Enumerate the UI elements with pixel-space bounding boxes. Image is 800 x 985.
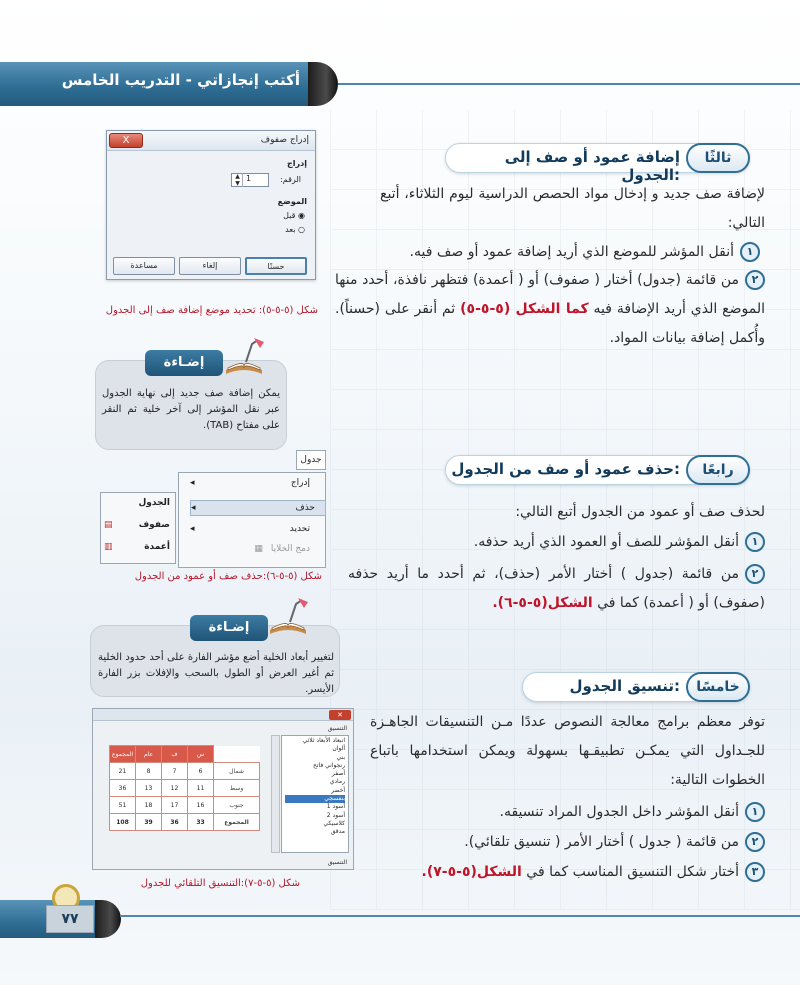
section-fifth-step3	[380, 860, 765, 884]
autoformat-preview-table	[109, 745, 260, 831]
step-number: ١	[740, 242, 760, 262]
menu-item-merge	[190, 544, 310, 554]
submenu-item-rows-label: صفوف	[138, 520, 170, 530]
dialog-ok-button[interactable]: حسنًا	[245, 257, 307, 275]
table-cell: وسط	[214, 780, 260, 797]
step-number: ٢	[745, 564, 765, 584]
menu-item-insert-label: إدراج	[290, 478, 310, 488]
section-fifth-badge: خامسًا	[686, 672, 750, 702]
table-cell: 33	[188, 814, 214, 831]
section-third-step2	[335, 266, 765, 353]
tip-badge-1: إضـاءة	[145, 350, 223, 376]
list-item[interactable]: ألوان	[332, 745, 345, 753]
menu-item-select[interactable]	[190, 524, 310, 534]
dialog-insert-label: إدراج	[287, 159, 307, 168]
dialog-cancel-button[interactable]: إلغاء	[179, 257, 241, 275]
figure-reference: الشكل(٥-٥-٧).	[421, 864, 522, 880]
section-third-intro: لإضافة صف جديد و إدخال مواد الحصص الدراسية ليوم الثلاثاء، أتبع التالي:	[380, 186, 765, 231]
close-icon[interactable]: ✕	[329, 710, 351, 720]
step-number: ٢	[745, 832, 765, 852]
table-cell: 51	[110, 797, 136, 814]
table-cell: 36	[162, 814, 188, 831]
submenu-item-columns[interactable]	[104, 542, 170, 552]
dialog-number-input[interactable]: 1	[231, 173, 269, 187]
dialog-before-option[interactable]	[283, 211, 305, 220]
tip-badge-2: إضـاءة	[190, 615, 268, 641]
autoformat-titlebar	[93, 709, 353, 721]
menu-item-select-label: تحديد	[289, 524, 310, 534]
table-cell: س	[188, 746, 214, 763]
table-cell: ف	[162, 746, 188, 763]
list-item[interactable]: أصفر	[331, 770, 345, 778]
section-fourth-title: حذف عمود أو صف من الجدول:	[451, 460, 680, 478]
step-number: ١	[745, 802, 765, 822]
figure-reference: الشكل(٥-٥-٦).	[492, 595, 593, 611]
step-number: ٢	[745, 270, 765, 290]
header-title: أكتب إنجازاتي - التدريب الخامس	[61, 71, 300, 89]
table-cell: 13	[136, 780, 162, 797]
section-fourth-step2	[348, 560, 765, 618]
section-third-badge: ثالثًا	[686, 143, 750, 173]
step-text: أنقل المؤشر للصف أو العمود الذي أريد حذفه.	[473, 534, 739, 550]
table-cell: 39	[136, 814, 162, 831]
list-item[interactable]: انبعاد الأبعاد ثلاثي	[302, 737, 345, 744]
tip-text-1: يمكن إضافة صف جديد إلى نهاية الجدول عبر نقل المؤشر إلى آخر خلية ثم النقر على مفتاح (TAB).	[102, 388, 280, 431]
table-cell: 16	[188, 797, 214, 814]
table-row	[110, 814, 260, 831]
list-item[interactable]: أسود 2	[326, 811, 345, 819]
step-text: من قائمة ( جدول ) أختار الأمر ( تنسيق تلقائي).	[464, 834, 739, 850]
list-item[interactable]: كلاسيكي	[323, 819, 345, 827]
autoformat-group-label: التنسيق	[327, 725, 347, 732]
table-row	[110, 797, 260, 814]
list-item[interactable]: رنجواني فاتح	[312, 761, 345, 769]
table-cell: 11	[188, 780, 214, 797]
spinner-icon[interactable]: ▲ ▼	[233, 173, 243, 187]
section-fourth-badge: رابعًا	[686, 455, 750, 485]
list-item[interactable]: رمادي	[329, 778, 345, 786]
arrow-left-icon: ◂	[191, 503, 196, 513]
section-third-title: إضافة عمود أو صف إلى الجدول:	[504, 148, 680, 184]
delete-rows-icon: ▤	[104, 520, 113, 530]
dialog-position-label: الموضع	[277, 197, 307, 206]
figure-6-caption: شكل (٥-٥-٦):حذف صف أو عمود من الجدول	[134, 571, 322, 582]
page-number: ٧٧	[46, 905, 94, 933]
list-item-selected[interactable]: بنفسجي	[285, 795, 345, 803]
menu-item-delete[interactable]	[190, 500, 326, 516]
table-menu-title[interactable]: جدول	[296, 450, 326, 470]
submenu-item-columns-label: أعمدة	[144, 542, 170, 552]
table-cell: 18	[136, 797, 162, 814]
table-cell: المجموع	[110, 746, 136, 763]
section-fifth-intro: توفر معظم برامج معالجة النصوص عددًا مـن التنسيقات الجاهـزة للجـداول التي يمكـن تطبيقـها بسهولة ويمكن استخدامها باتباع الخطوات التالية:	[370, 714, 765, 788]
table-row	[110, 763, 260, 780]
table-cell: 21	[110, 763, 136, 780]
table-header-row	[110, 746, 260, 763]
step-text: أنقل المؤشر للموضع الذي أريد إضافة عمود أو صف فيه.	[409, 244, 734, 260]
radio-icon[interactable]: ○	[298, 225, 305, 234]
lamp-book-icon	[266, 596, 310, 636]
submenu-item-table[interactable]: الجدول	[138, 498, 170, 508]
step-text: من قائمة (جدول) أختار ( صفوف) أو ( أعمدة) فتظهر نافذة، أحدد منها الموضع الذي أريد الإضافة فيه	[335, 272, 766, 317]
autoformat-style-list[interactable]	[281, 735, 349, 853]
list-item[interactable]: أسود 1	[326, 803, 345, 811]
step-number: ٣	[745, 862, 765, 882]
autoformat-footer-label: التنسيق	[327, 859, 347, 866]
step-text: ثم أنقر على (حسناً). وأُكمل إضافة بيانات المواد.	[335, 301, 765, 346]
section-fourth-intro: لحذف صف أو عمود من الجدول أتبع التالي:	[515, 504, 765, 520]
section-fifth-step1	[380, 800, 765, 824]
section-fifth-step2	[380, 830, 765, 854]
step-text: أختار شكل التنسيق المناسب كما في	[526, 864, 739, 880]
step-number: ١	[745, 532, 765, 552]
arrow-left-icon: ◂	[190, 478, 195, 488]
menu-item-merge-label: دمج الخلايا	[270, 544, 310, 554]
submenu-item-rows[interactable]	[104, 520, 170, 530]
step-text: أنقل المؤشر داخل الجدول المراد تنسيقه.	[499, 804, 739, 820]
tip-text-2: لتغيير أبعاد الخلية أضع مؤشر الفارة على أحد حدود الخلية ثم أغير العرض أو الطول بالسحب والإفلات بزر الفارة الأيسر.	[98, 652, 334, 695]
lamp-book-icon	[222, 336, 266, 376]
table-cell: جنوب	[214, 797, 260, 814]
table-cell: عام	[136, 746, 162, 763]
before-label: قبل	[283, 211, 296, 220]
table-cell: المجموع	[214, 814, 260, 831]
dialog-close-button[interactable]: X	[109, 133, 143, 148]
radio-selected-icon[interactable]: ◉	[298, 211, 305, 220]
delete-columns-icon: ▥	[104, 542, 113, 552]
table-cell: 8	[136, 763, 162, 780]
merge-cells-icon: ▦	[254, 544, 263, 554]
table-cell: 6	[188, 763, 214, 780]
dialog-after-option[interactable]	[285, 225, 305, 234]
list-item[interactable]: بني	[336, 753, 345, 761]
table-cell: 108	[110, 814, 136, 831]
table-cell: 36	[110, 780, 136, 797]
after-label: بعد	[285, 225, 296, 234]
section-third-step1	[340, 240, 760, 264]
dialog-help-button[interactable]: مساعدة	[113, 257, 175, 275]
figure-reference: كما الشكل (٥-٥-٥)	[460, 301, 589, 317]
table-cell: 12	[162, 780, 188, 797]
list-item[interactable]: أخضر	[331, 786, 345, 794]
table-row	[110, 780, 260, 797]
list-item[interactable]: مدقق	[330, 828, 345, 836]
footer-rule	[120, 915, 800, 917]
table-cell: شمال	[214, 763, 260, 780]
menu-item-insert[interactable]	[190, 478, 310, 488]
figure-5-caption: شكل (٥-٥-٥): تحديد موضع إضافة صف إلى الجدول	[105, 305, 318, 316]
table-autoformat-dialog	[92, 708, 354, 870]
section-fourth-step1	[380, 530, 765, 554]
table-cell: 17	[162, 797, 188, 814]
figure-7-caption: شكل (٥-٥-٧):التنسيق التلقائي للجدول	[140, 878, 300, 889]
header-rule	[338, 83, 800, 85]
section-fifth-title: تنسيق الجدول:	[569, 677, 680, 695]
insert-rows-dialog	[106, 130, 316, 280]
dialog-number-label: الرقم:	[280, 175, 301, 184]
list-scrollbar[interactable]	[271, 735, 280, 853]
step-text: من قائمة (جدول ) أختار الأمر (حذف)، ثم أحدد ما أريد حذفه (صفوف) أو ( أعمدة) كما في	[348, 566, 765, 611]
table-cell	[214, 746, 260, 763]
arrow-left-icon: ◂	[190, 524, 195, 534]
table-cell: 7	[162, 763, 188, 780]
menu-item-delete-label: حذف	[295, 503, 315, 513]
dialog-title: إدراج صفوف	[260, 135, 309, 145]
